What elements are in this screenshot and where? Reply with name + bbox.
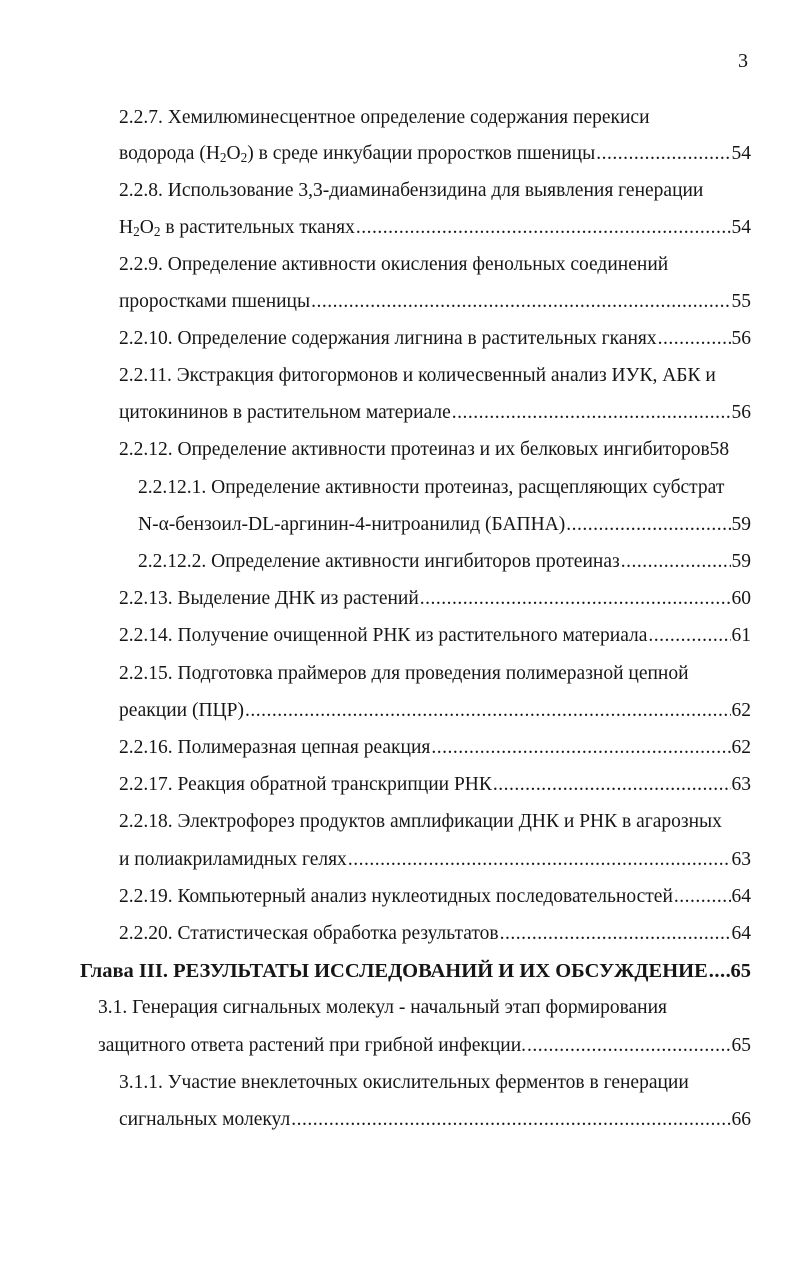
toc-entry-3-1-line2 [98, 1031, 751, 1061]
toc-entry-text: защитного ответа растений при грибной инфекции. [98, 1035, 527, 1056]
toc-entry-2-2-10 [119, 324, 751, 354]
toc-entry-2-2-11-line2 [119, 398, 751, 428]
toc-entry-2-2-12: 2.2.12. Определение активности протеиназ и их белковых ингибиторов58 [119, 439, 730, 460]
toc-entry-text: Глава III. РЕЗУЛЬТАТЫ ИССЛЕДОВАНИЙ И ИХ ОБСУЖДЕНИЕ [80, 960, 708, 982]
dot-leader [311, 287, 730, 317]
dot-leader [291, 1105, 730, 1135]
toc-entry-2-2-7-line1: 2.2.7. Хемилюминесцентное определение содержания перекиси [119, 107, 650, 128]
toc-entry-2-2-15-line1: 2.2.15. Подготовка праймеров для проведения полимеразной цепной [119, 663, 689, 684]
toc-entry-text: 2.2.17. Реакция обратной транскрипции РНК [119, 774, 492, 795]
toc-page-number: 64 [731, 923, 751, 944]
dot-leader [348, 845, 731, 875]
toc-entry-2-2-9-line1: 2.2.9. Определение активности окисления фенольных соединений [119, 254, 669, 275]
toc-page-number: 63 [731, 774, 751, 795]
toc-page-number: 56 [731, 402, 751, 423]
toc-entry-text: 2.2.19. Компьютерный анализ нуклеотидных последовательностей [119, 886, 673, 907]
dot-leader [648, 621, 730, 651]
dot-leader [596, 139, 730, 169]
toc-entry-3-1-1-line1: 3.1.1. Участие внеклеточных окислительных ферментов в генерации [119, 1072, 689, 1093]
toc-page-number: 59 [731, 551, 751, 572]
toc-entry-2-2-12-2 [138, 547, 751, 577]
toc-entry-text: реакции (ПЦР) [119, 700, 244, 721]
toc-page-number: 56 [731, 328, 751, 349]
dot-leader [674, 882, 731, 912]
toc-entry-2-2-8-line1: 2.2.8. Использование 3,3-диаминабензидина для выявления генерации [119, 180, 704, 201]
dot-leader [493, 770, 731, 800]
toc-entry-2-2-11-line1: 2.2.11. Экстракция фитогормонов и количесвенный анализ ИУК, АБК и [119, 365, 716, 386]
toc-page-number: 65 [731, 1035, 751, 1056]
toc-entry-3-1-line1: 3.1. Генерация сигнальных молекул - начальный этап формирования [98, 997, 668, 1018]
toc-entry-2-2-8-line2 [119, 213, 751, 243]
toc-entry-text: 2.2.12.2. Определение активности ингибиторов протеиназ [138, 551, 620, 572]
toc-entry-text: $H_2O_2$ в растительных тканях [119, 217, 355, 239]
toc-page-number: 54 [731, 143, 751, 164]
toc-entry-text: 2.2.10. Определение содержания лигнина в растительных гканях [119, 328, 657, 349]
toc-entry-2-2-13 [119, 584, 751, 614]
toc-entry-text: и полиакриламидных гелях [119, 849, 347, 870]
toc-entry-2-2-14 [119, 621, 751, 651]
toc-page-number: 66 [731, 1109, 751, 1130]
toc-entry-2-2-15-line2 [119, 696, 751, 726]
dot-leader [356, 213, 731, 243]
toc-chapter-3 [80, 956, 751, 986]
toc-entry-2-2-9-line2 [119, 287, 751, 317]
toc-page-number: 61 [731, 625, 751, 646]
page-number: 3 [738, 50, 748, 72]
toc-entry-2-2-18-line2 [119, 845, 751, 875]
toc-entry-2-2-19 [119, 882, 751, 912]
toc-entry-text: сигнальных молекул [119, 1109, 291, 1130]
toc-entry-2-2-12-1-line1: 2.2.12.1. Определение активности протеиназ, расщепляющих субстрат [138, 477, 725, 498]
dot-leader [621, 547, 731, 577]
toc-entry-2-2-18-line1: 2.2.18. Электрофорез продуктов амплификации ДНК и РНК в агарозных [119, 811, 722, 832]
dot-leader [658, 324, 731, 354]
toc-entry-text: 2.2.16. Полимеразная цепная реакция [119, 737, 431, 758]
dot-leader [431, 733, 730, 763]
toc-entry-text: цитокининов в растительном материале [119, 402, 451, 423]
toc-entry-text: 2.2.13. Выделение ДНК из растений [119, 588, 419, 609]
toc-page-number: 59 [731, 514, 751, 535]
toc-page-number: 65 [730, 960, 751, 982]
toc-page-number: 60 [731, 588, 751, 609]
dot-leader [420, 584, 731, 614]
toc-page-number: 55 [731, 291, 751, 312]
toc-entry-text: 2.2.20. Статистическая обработка результатов [119, 923, 499, 944]
toc-entry-text: проростками пшеницы [119, 291, 311, 312]
toc-entry-text: водорода $(H_2O_2)$ в среде инкубации проростков пшеницы [119, 143, 596, 165]
dot-leader [709, 956, 730, 986]
toc-entry-2-2-17 [119, 770, 751, 800]
toc-entry-2-2-12-1-line2 [138, 510, 751, 540]
toc-entry-2-2-7-line2 [119, 139, 751, 169]
toc-page-number: 54 [731, 217, 751, 238]
toc-entry-text: N-α-бензоил-DL-аргинин-4-нитроанилид (БАПНА) [138, 514, 566, 535]
toc-page-number: 62 [731, 700, 751, 721]
dot-leader [527, 1031, 730, 1061]
dot-leader [452, 398, 731, 428]
toc-entry-3-1-1-line2 [119, 1105, 751, 1135]
dot-leader [245, 696, 731, 726]
toc-entry-2-2-20 [119, 919, 751, 949]
dot-leader [566, 510, 730, 540]
toc-page-number: 62 [731, 737, 751, 758]
toc-page-number: 63 [731, 849, 751, 870]
toc-entry-text: 2.2.14. Получение очищенной РНК из растительного материала [119, 625, 648, 646]
dot-leader [500, 919, 731, 949]
toc-entry-2-2-16 [119, 733, 751, 763]
toc-page-number: 64 [731, 886, 751, 907]
